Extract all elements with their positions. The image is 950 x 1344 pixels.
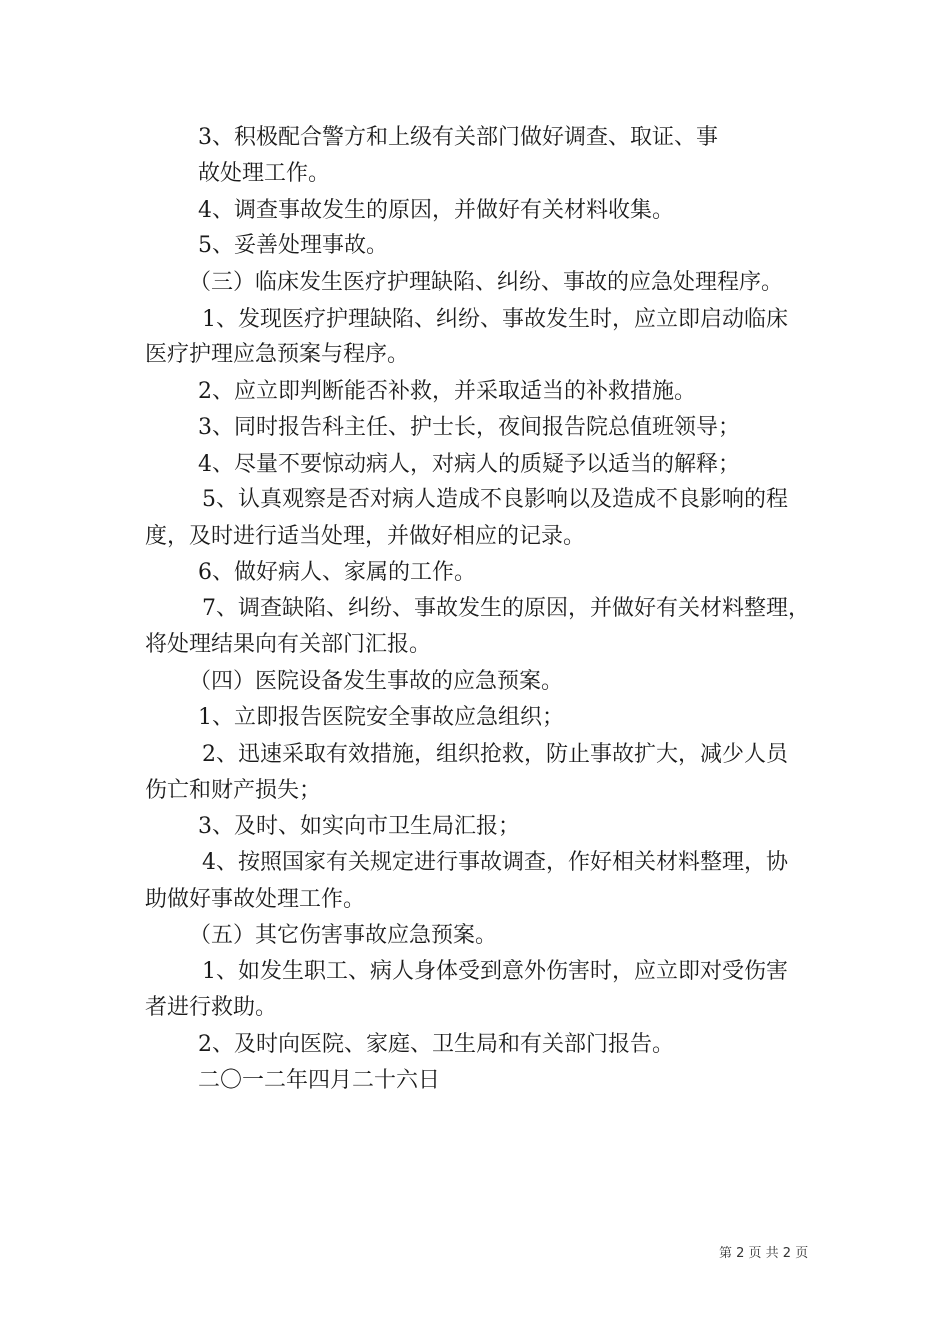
text-line: 医疗护理应急预案与程序。 (145, 342, 410, 367)
text-line: 故处理工作。 (198, 161, 331, 186)
section-heading: （五）其它伤害事故应急预案。 (189, 923, 498, 948)
text-line: 2、及时向医院、家庭、卫生局和有关部门报告。 (198, 1032, 674, 1057)
text-line: 1、发现医疗护理缺陷、纠纷、事故发生时，应立即启动临床 (202, 307, 788, 332)
text-line: 5、妥善处理事故。 (198, 233, 388, 258)
text-line: 3、及时、如实向市卫生局汇报； (198, 814, 520, 839)
text-line: 1、如发生职工、病人身体受到意外伤害时，应立即对受伤害 (202, 959, 788, 984)
text-line: 6、做好病人、家属的工作。 (198, 560, 476, 585)
document-date: 二〇一二年四月二十六日 (198, 1068, 441, 1093)
text-line: 4、尽量不要惊动病人，对病人的质疑予以适当的解释； (198, 452, 740, 477)
text-line: 者进行救助。 (145, 995, 278, 1020)
text-line: 度，及时进行适当处理，并做好相应的记录。 (145, 524, 586, 549)
text-line: 2、应立即判断能否补救，并采取适当的补救措施。 (198, 379, 696, 404)
text-line: 3、同时报告科主任、护士长，夜间报告院总值班领导； (198, 415, 740, 440)
text-line: 1、立即报告医院安全事故应急组织； (198, 705, 564, 730)
text-line: 5、认真观察是否对病人造成不良影响以及造成不良影响的程 (202, 487, 788, 512)
section-heading: （四）医院设备发生事故的应急预案。 (189, 669, 564, 694)
text-line: 4、按照国家有关规定进行事故调查，作好相关材料整理，协 (202, 850, 788, 875)
page-indicator: 第 2 页 共 2 页 (719, 1246, 809, 1261)
text-line: 伤亡和财产损失； (145, 778, 322, 803)
text-line: 将处理结果向有关部门汇报。 (145, 632, 432, 657)
text-line: 3、积极配合警方和上级有关部门做好调查、取证、事 (198, 125, 718, 150)
text-line: 2、迅速采取有效措施，组织抢救，防止事故扩大，减少人员 (202, 742, 788, 767)
text-line: 助做好事故处理工作。 (145, 887, 366, 912)
text-line: 7、调查缺陷、纠纷、事故发生的原因，并做好有关材料整理， (202, 596, 810, 621)
text-line: 4、调查事故发生的原因，并做好有关材料收集。 (198, 198, 674, 223)
section-heading: （三）临床发生医疗护理缺陷、纠纷、事故的应急处理程序。 (189, 270, 784, 295)
